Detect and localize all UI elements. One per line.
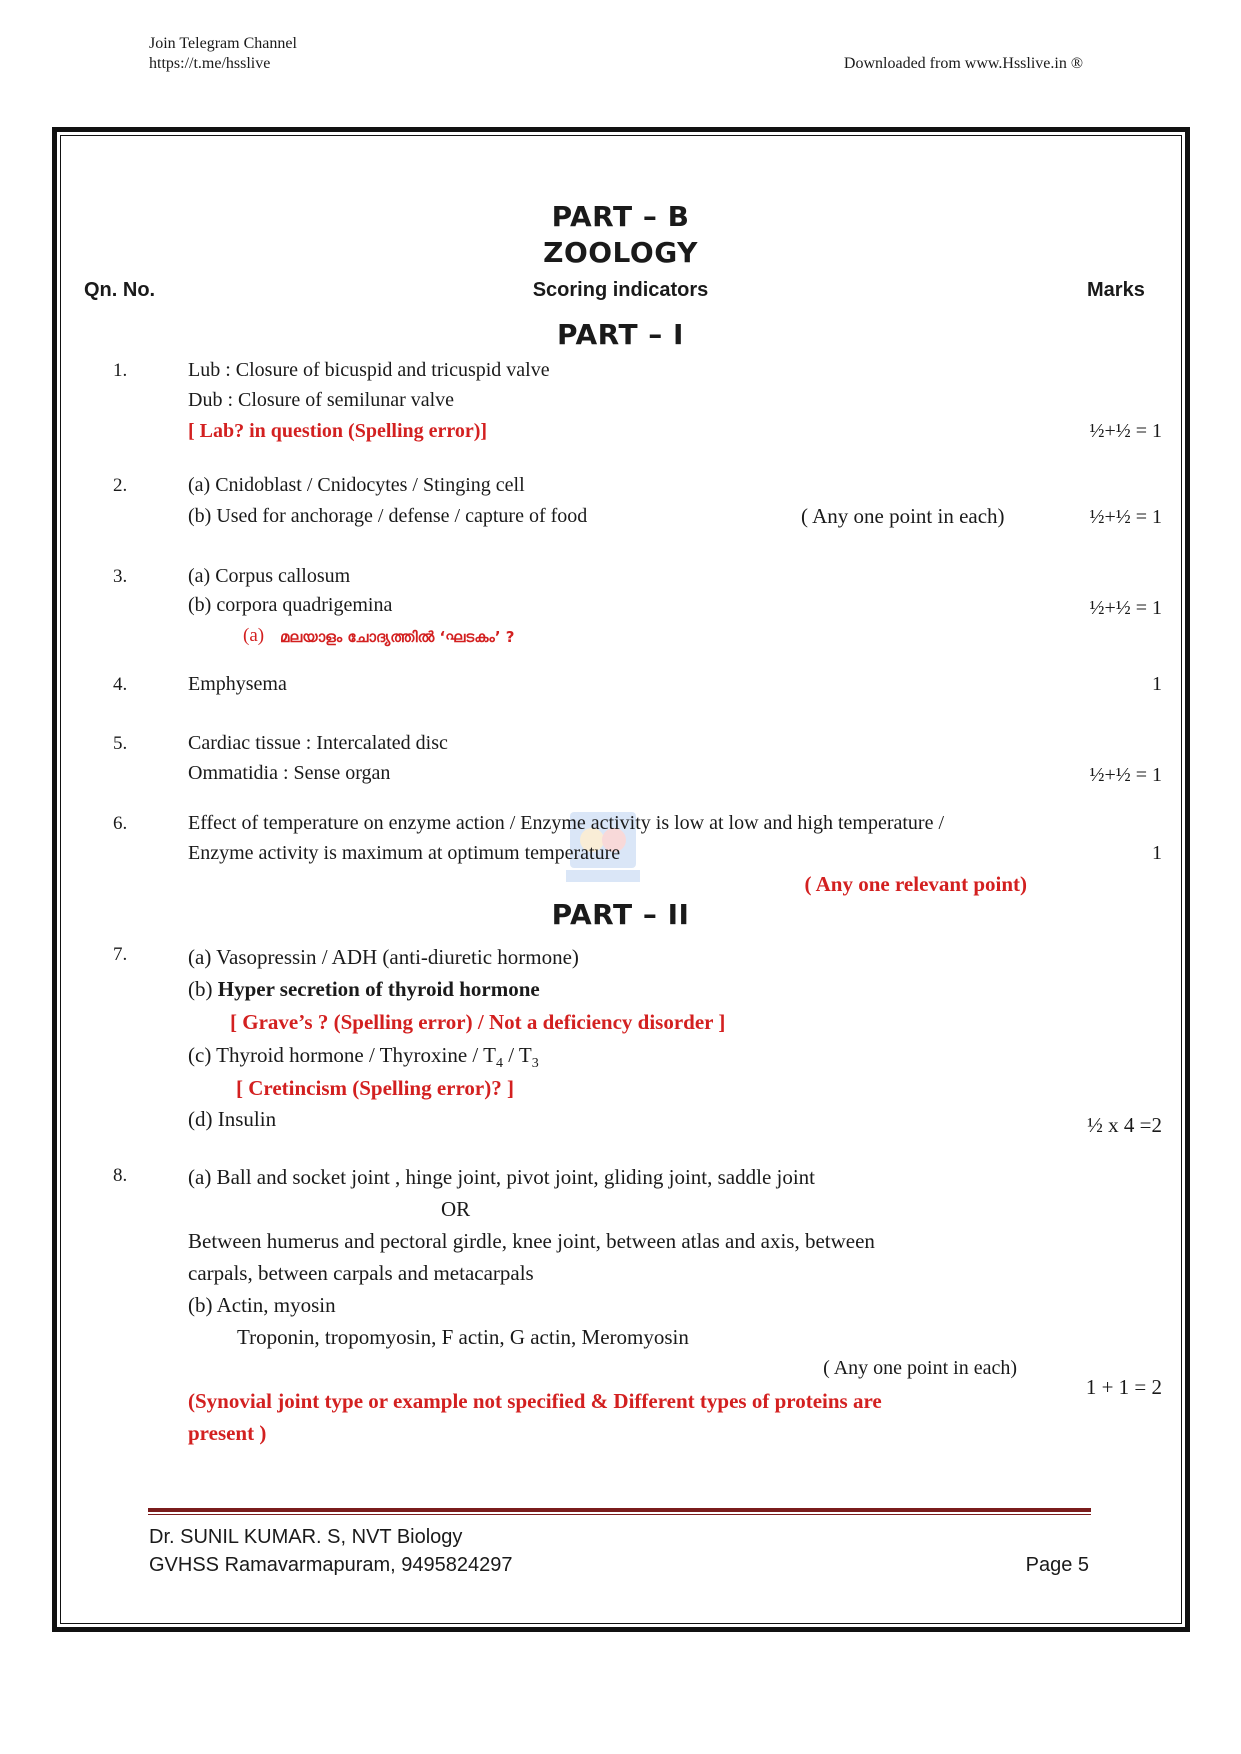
answer-line: Troponin, tropomyosin, F actin, G actin, Meromyosin — [237, 1325, 689, 1349]
answer-line: Ommatidia : Sense organ — [188, 762, 391, 784]
telegram-label: Join Telegram Channel — [149, 35, 297, 52]
question-number: 4. — [113, 674, 128, 695]
answer-line — [188, 1043, 539, 1072]
answer-line: (a) Corpus callosum — [188, 565, 351, 587]
marks-value: ½+½ = 1 — [1089, 597, 1162, 619]
marks-value: 1 + 1 = 2 — [1085, 1375, 1162, 1399]
question-number: 7. — [113, 944, 128, 965]
marks-heading: Marks — [1087, 279, 1145, 301]
answer-line: (b) corpora quadrigemina — [188, 594, 393, 616]
answer-line: Cardiac tissue : Intercalated disc — [188, 732, 448, 754]
marks-value: ½+½ = 1 — [1089, 420, 1162, 442]
answer-line: Emphysema — [188, 673, 287, 695]
marks-value: 1 — [1152, 673, 1162, 695]
question-number: 2. — [113, 475, 128, 496]
answer-line: (a) Vasopressin / ADH (anti-diuretic hormone) — [188, 945, 579, 969]
malayalam-note: മലയാളം ചോദ്യത്തിൽ ‘ഘടകം’ ? — [280, 628, 515, 646]
marks-value: ½+½ = 1 — [1089, 764, 1162, 786]
part-2-title: PART – II — [551, 898, 690, 931]
marks-value: ½ x 4 =2 — [1087, 1113, 1162, 1137]
part-1-title: PART – I — [557, 318, 684, 351]
evaluator-note: present ) — [188, 1421, 267, 1445]
footer-rule-thin — [148, 1514, 1091, 1515]
telegram-link[interactable]: https://t.me/hsslive — [149, 55, 271, 72]
download-source: Downloaded from www.Hsslive.in ® — [843, 55, 1083, 72]
answer-prefix: (b) — [188, 977, 218, 1001]
answer-line: (a) Cnidoblast / Cnidocytes / Stinging cell — [188, 474, 525, 496]
answer-line: Dub : Closure of semilunar valve — [188, 389, 455, 411]
subscript: 4 — [495, 1056, 503, 1072]
answer-line — [188, 977, 540, 1002]
answer-line: Effect of temperature on enzyme action / Enzyme activity is low at low and high temperature / — [188, 812, 945, 834]
evaluator-note-label: (a) — [243, 625, 265, 646]
any-one-note: ( Any one point in each) — [801, 504, 1005, 528]
footer-author: Dr. SUNIL KUMAR. S, NVT Biology — [149, 1526, 463, 1548]
footer-rule — [148, 1508, 1091, 1512]
answer-line: (b) Used for anchorage / defense / capture of food — [188, 505, 588, 527]
answer-line: Enzyme activity is maximum at optimum temperature — [188, 842, 621, 864]
qn-no-heading: Qn. No. — [84, 279, 156, 301]
marks-value: ½+½ = 1 — [1089, 506, 1162, 528]
question-number: 8. — [113, 1165, 128, 1186]
answer-text: (c) Thyroid hormone / Thyroxine / T — [188, 1043, 496, 1067]
evaluator-note: [ Cretincism (Spelling error)? ] — [236, 1076, 514, 1100]
answer-line: carpals, between carpals and metacarpals — [188, 1261, 534, 1285]
question-number: 3. — [113, 566, 128, 587]
page-number: Page 5 — [1025, 1554, 1089, 1576]
question-number: 1. — [113, 360, 128, 381]
question-number: 5. — [113, 733, 128, 754]
evaluator-note: [ Lab? in question (Spelling error)] — [188, 420, 488, 442]
answer-line: Lub : Closure of bicuspid and tricuspid valve — [188, 359, 550, 381]
answer-line: (d) Insulin — [188, 1107, 277, 1131]
evaluator-note: [ Grave’s ? (Spelling error) / Not a deficiency disorder ] — [230, 1010, 726, 1034]
evaluator-note: ( Any one relevant point) — [804, 872, 1027, 896]
answer-bold: Hyper secretion of thyroid hormone — [217, 977, 540, 1001]
answer-text: / T — [502, 1043, 532, 1067]
subscript: 3 — [531, 1056, 539, 1072]
answer-line: Between humerus and pectoral girdle, knee joint, between atlas and axis, between — [188, 1229, 875, 1253]
footer-school: GVHSS Ramavarmapuram, 9495824297 — [149, 1554, 513, 1576]
evaluator-note: (Synovial joint type or example not specified & Different types of proteins are — [188, 1389, 882, 1413]
answer-line: (a) Ball and socket joint , hinge joint, pivot joint, gliding joint, saddle joint — [188, 1165, 816, 1189]
subject-title: ZOOLOGY — [543, 236, 698, 269]
or-label: OR — [441, 1197, 471, 1221]
scoring-indicators-heading: Scoring indicators — [532, 279, 709, 301]
question-number: 6. — [113, 813, 128, 834]
part-b-title: PART – B — [551, 200, 690, 233]
any-one-note: ( Any one point in each) — [823, 1357, 1017, 1379]
marks-value: 1 — [1152, 842, 1162, 864]
answer-line: (b) Actin, myosin — [188, 1293, 336, 1317]
